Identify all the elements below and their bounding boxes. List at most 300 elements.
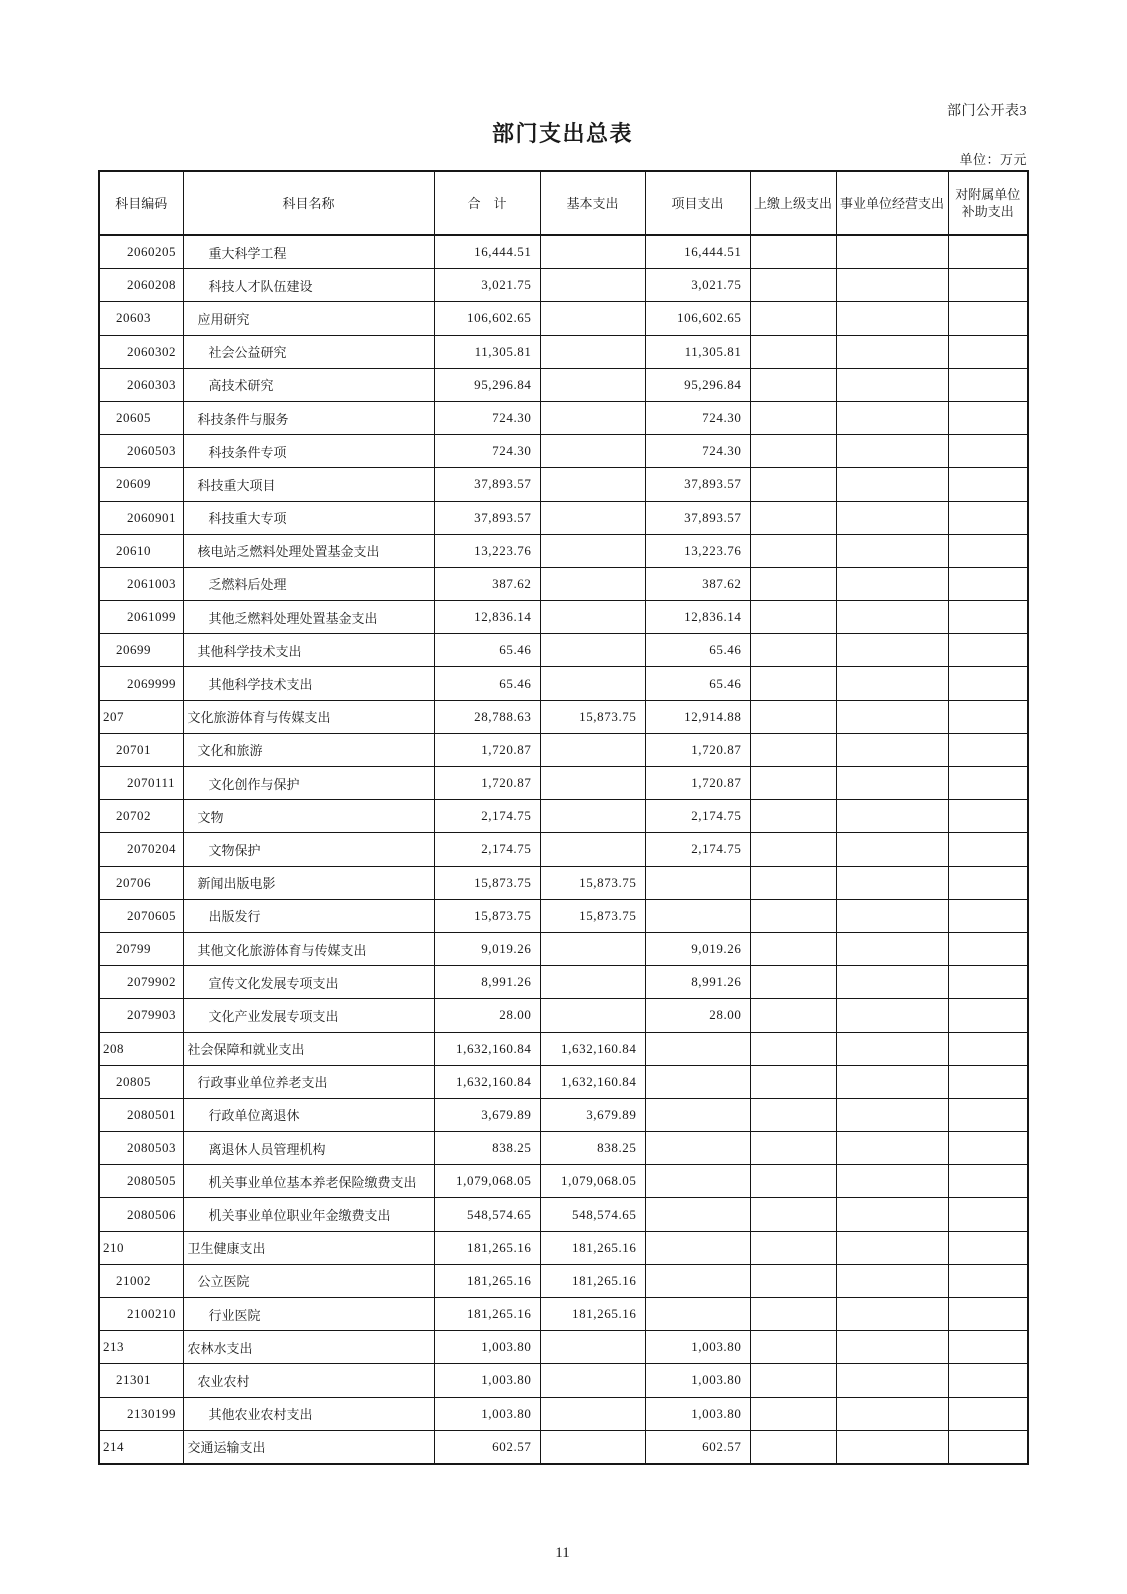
cell-code: 214 — [99, 1430, 183, 1464]
table-row — [99, 1032, 1028, 1065]
cell-subsidy — [948, 800, 1028, 833]
cell-code: 20799 — [99, 932, 183, 965]
table-row — [99, 302, 1028, 335]
column-header-project: 项目支出 — [645, 171, 750, 235]
cell-code: 2060503 — [99, 435, 183, 468]
cell-total: 11,305.81 — [434, 335, 540, 368]
cell-upper — [750, 534, 836, 567]
cell-subsidy — [948, 667, 1028, 700]
cell-name: 新闻出版电影 — [183, 866, 434, 899]
cell-basic — [540, 999, 645, 1032]
cell-subsidy — [948, 435, 1028, 468]
cell-code: 2070204 — [99, 833, 183, 866]
cell-basic: 1,079,068.05 — [540, 1165, 645, 1198]
cell-subsidy — [948, 833, 1028, 866]
cell-name: 社会保障和就业支出 — [183, 1032, 434, 1065]
cell-subsidy — [948, 269, 1028, 302]
cell-name: 出版发行 — [183, 899, 434, 932]
cell-upper — [750, 833, 836, 866]
cell-name: 农业农村 — [183, 1364, 434, 1397]
page-title: 部门支出总表 — [491, 122, 633, 147]
cell-subsidy — [948, 932, 1028, 965]
cell-subsidy — [948, 335, 1028, 368]
cell-project — [645, 866, 750, 899]
cell-total: 181,265.16 — [434, 1298, 540, 1331]
cell-project — [645, 1198, 750, 1231]
cell-basic: 15,873.75 — [540, 899, 645, 932]
cell-basic — [540, 601, 645, 634]
table-row — [99, 1065, 1028, 1098]
cell-total: 106,602.65 — [434, 302, 540, 335]
cell-basic: 181,265.16 — [540, 1231, 645, 1264]
cell-name: 文物保护 — [183, 833, 434, 866]
cell-upper — [750, 1397, 836, 1430]
cell-project — [645, 1065, 750, 1098]
cell-code: 210 — [99, 1231, 183, 1264]
cell-subsidy — [948, 866, 1028, 899]
table-row — [99, 700, 1028, 733]
cell-total: 28,788.63 — [434, 700, 540, 733]
table-row — [99, 1165, 1028, 1198]
cell-code: 2070605 — [99, 899, 183, 932]
cell-project: 106,602.65 — [645, 302, 750, 335]
table-row — [99, 1430, 1028, 1464]
table-row — [99, 866, 1028, 899]
cell-basic — [540, 1430, 645, 1464]
cell-name: 行政事业单位养老支出 — [183, 1065, 434, 1098]
cell-total: 9,019.26 — [434, 932, 540, 965]
cell-basic — [540, 966, 645, 999]
column-header-upper: 上缴上级支出 — [750, 171, 836, 235]
cell-name: 其他科学技术支出 — [183, 634, 434, 667]
cell-total: 1,003.80 — [434, 1331, 540, 1364]
cell-name: 重大科学工程 — [183, 235, 434, 269]
cell-code: 2060205 — [99, 235, 183, 269]
table-row — [99, 1098, 1028, 1131]
cell-total: 37,893.57 — [434, 501, 540, 534]
cell-basic: 838.25 — [540, 1132, 645, 1165]
cell-name: 行业医院 — [183, 1298, 434, 1331]
cell-subsidy — [948, 1430, 1028, 1464]
table-header — [99, 171, 1028, 235]
table-row — [99, 534, 1028, 567]
cell-total: 15,873.75 — [434, 899, 540, 932]
cell-operating — [836, 1032, 948, 1065]
page-content — [98, 0, 1027, 1561]
column-header-total: 合 计 — [434, 171, 540, 235]
cell-code: 2060302 — [99, 335, 183, 368]
cell-operating — [836, 601, 948, 634]
cell-basic — [540, 302, 645, 335]
cell-subsidy — [948, 767, 1028, 800]
cell-name: 文物 — [183, 800, 434, 833]
cell-operating — [836, 368, 948, 401]
cell-project — [645, 1298, 750, 1331]
table-row — [99, 1397, 1028, 1430]
cell-project: 724.30 — [645, 401, 750, 434]
cell-basic — [540, 667, 645, 700]
cell-total: 3,679.89 — [434, 1098, 540, 1131]
cell-upper — [750, 235, 836, 269]
cell-total: 3,021.75 — [434, 269, 540, 302]
cell-operating — [836, 1264, 948, 1297]
cell-subsidy — [948, 1065, 1028, 1098]
cell-name: 科技人才队伍建设 — [183, 269, 434, 302]
cell-operating — [836, 1397, 948, 1430]
cell-subsidy — [948, 1098, 1028, 1131]
cell-code: 2080506 — [99, 1198, 183, 1231]
table-row — [99, 1198, 1028, 1231]
cell-project: 724.30 — [645, 435, 750, 468]
cell-code: 20603 — [99, 302, 183, 335]
cell-code: 2061003 — [99, 567, 183, 600]
cell-code: 213 — [99, 1331, 183, 1364]
cell-code: 2079902 — [99, 966, 183, 999]
cell-upper — [750, 1298, 836, 1331]
table-row — [99, 833, 1028, 866]
cell-total: 1,632,160.84 — [434, 1032, 540, 1065]
cell-total: 548,574.65 — [434, 1198, 540, 1231]
cell-project: 387.62 — [645, 567, 750, 600]
cell-upper — [750, 1430, 836, 1464]
cell-operating — [836, 966, 948, 999]
cell-total: 15,873.75 — [434, 866, 540, 899]
cell-project: 65.46 — [645, 667, 750, 700]
cell-subsidy — [948, 1231, 1028, 1264]
cell-code: 20805 — [99, 1065, 183, 1098]
cell-operating — [836, 634, 948, 667]
cell-operating — [836, 1132, 948, 1165]
cell-operating — [836, 1165, 948, 1198]
table-row — [99, 634, 1028, 667]
cell-project: 16,444.51 — [645, 235, 750, 269]
cell-name: 其他科学技术支出 — [183, 667, 434, 700]
cell-project: 2,174.75 — [645, 833, 750, 866]
cell-total: 28.00 — [434, 999, 540, 1032]
cell-name: 交通运输支出 — [183, 1430, 434, 1464]
table-row — [99, 1298, 1028, 1331]
cell-total: 387.62 — [434, 567, 540, 600]
cell-code: 20702 — [99, 800, 183, 833]
cell-upper — [750, 468, 836, 501]
cell-basic — [540, 932, 645, 965]
cell-name: 其他文化旅游体育与传媒支出 — [183, 932, 434, 965]
cell-project: 3,021.75 — [645, 269, 750, 302]
cell-project: 11,305.81 — [645, 335, 750, 368]
cell-basic: 1,632,160.84 — [540, 1032, 645, 1065]
cell-operating — [836, 1065, 948, 1098]
cell-code: 207 — [99, 700, 183, 733]
cell-name: 农林水支出 — [183, 1331, 434, 1364]
cell-operating — [836, 1198, 948, 1231]
cell-total: 13,223.76 — [434, 534, 540, 567]
cell-operating — [836, 269, 948, 302]
cell-upper — [750, 733, 836, 766]
cell-operating — [836, 567, 948, 600]
cell-upper — [750, 1165, 836, 1198]
column-header-subsidy: 对附属单位补助支出 — [948, 171, 1028, 235]
cell-project: 1,003.80 — [645, 1397, 750, 1430]
cell-subsidy — [948, 468, 1028, 501]
cell-subsidy — [948, 1397, 1028, 1430]
cell-name: 宣传文化发展专项支出 — [183, 966, 434, 999]
cell-basic — [540, 833, 645, 866]
cell-project: 1,720.87 — [645, 733, 750, 766]
cell-basic: 181,265.16 — [540, 1264, 645, 1297]
cell-name: 其他农业农村支出 — [183, 1397, 434, 1430]
cell-name: 文化旅游体育与传媒支出 — [183, 700, 434, 733]
cell-name: 文化和旅游 — [183, 733, 434, 766]
cell-total: 95,296.84 — [434, 368, 540, 401]
cell-code: 20701 — [99, 733, 183, 766]
table-row — [99, 1364, 1028, 1397]
cell-project: 9,019.26 — [645, 932, 750, 965]
cell-name: 高技术研究 — [183, 368, 434, 401]
cell-subsidy — [948, 1165, 1028, 1198]
table-row — [99, 800, 1028, 833]
cell-subsidy — [948, 1198, 1028, 1231]
cell-subsidy — [948, 700, 1028, 733]
cell-operating — [836, 866, 948, 899]
cell-total: 2,174.75 — [434, 833, 540, 866]
cell-name: 科技重大项目 — [183, 468, 434, 501]
cell-project: 602.57 — [645, 1430, 750, 1464]
cell-subsidy — [948, 401, 1028, 434]
cell-basic — [540, 534, 645, 567]
cell-operating — [836, 1331, 948, 1364]
cell-operating — [836, 335, 948, 368]
table-row — [99, 601, 1028, 634]
cell-operating — [836, 1430, 948, 1464]
cell-subsidy — [948, 567, 1028, 600]
table-row — [99, 501, 1028, 534]
table-row — [99, 733, 1028, 766]
cell-code: 2069999 — [99, 667, 183, 700]
cell-code: 2061099 — [99, 601, 183, 634]
cell-subsidy — [948, 501, 1028, 534]
cell-basic: 548,574.65 — [540, 1198, 645, 1231]
cell-upper — [750, 501, 836, 534]
cell-upper — [750, 1032, 836, 1065]
cell-operating — [836, 1098, 948, 1131]
cell-project: 12,914.88 — [645, 700, 750, 733]
cell-total: 724.30 — [434, 401, 540, 434]
cell-upper — [750, 800, 836, 833]
expenditure-table — [98, 170, 1029, 1465]
cell-subsidy — [948, 1331, 1028, 1364]
cell-upper — [750, 368, 836, 401]
cell-name: 其他乏燃料处理处置基金支出 — [183, 601, 434, 634]
cell-code: 21301 — [99, 1364, 183, 1397]
table-row — [99, 999, 1028, 1032]
table-body — [99, 235, 1028, 1464]
cell-upper — [750, 767, 836, 800]
cell-code: 20610 — [99, 534, 183, 567]
cell-operating — [836, 468, 948, 501]
cell-operating — [836, 1364, 948, 1397]
cell-upper — [750, 335, 836, 368]
cell-upper — [750, 601, 836, 634]
cell-subsidy — [948, 534, 1028, 567]
table-row — [99, 767, 1028, 800]
cell-basic — [540, 468, 645, 501]
cell-project — [645, 1165, 750, 1198]
cell-name: 科技条件与服务 — [183, 401, 434, 434]
cell-code: 2070111 — [99, 767, 183, 800]
cell-upper — [750, 1231, 836, 1264]
cell-basic — [540, 435, 645, 468]
cell-operating — [836, 999, 948, 1032]
cell-upper — [750, 700, 836, 733]
cell-basic — [540, 1364, 645, 1397]
cell-total: 838.25 — [434, 1132, 540, 1165]
cell-operating — [836, 1231, 948, 1264]
cell-code: 20706 — [99, 866, 183, 899]
cell-upper — [750, 1065, 836, 1098]
cell-subsidy — [948, 1032, 1028, 1065]
cell-code: 2080501 — [99, 1098, 183, 1131]
cell-code: 2130199 — [99, 1397, 183, 1430]
cell-total: 1,632,160.84 — [434, 1065, 540, 1098]
cell-subsidy — [948, 1264, 1028, 1297]
cell-operating — [836, 932, 948, 965]
cell-operating — [836, 435, 948, 468]
table-row — [99, 1331, 1028, 1364]
table-row — [99, 932, 1028, 965]
cell-operating — [836, 302, 948, 335]
cell-upper — [750, 932, 836, 965]
cell-subsidy — [948, 368, 1028, 401]
cell-code: 2100210 — [99, 1298, 183, 1331]
cell-basic — [540, 767, 645, 800]
cell-basic — [540, 235, 645, 269]
cell-subsidy — [948, 999, 1028, 1032]
column-header-operating: 事业单位经营支出 — [836, 171, 948, 235]
cell-code: 2080503 — [99, 1132, 183, 1165]
cell-basic — [540, 634, 645, 667]
cell-name: 公立医院 — [183, 1264, 434, 1297]
cell-code: 20605 — [99, 401, 183, 434]
cell-upper — [750, 1198, 836, 1231]
cell-operating — [836, 235, 948, 269]
cell-project: 1,003.80 — [645, 1331, 750, 1364]
cell-name: 科技重大专项 — [183, 501, 434, 534]
cell-basic: 1,632,160.84 — [540, 1065, 645, 1098]
cell-basic — [540, 335, 645, 368]
table-row — [99, 1231, 1028, 1264]
cell-project: 13,223.76 — [645, 534, 750, 567]
cell-code: 2060303 — [99, 368, 183, 401]
table-row — [99, 269, 1028, 302]
cell-name: 文化产业发展专项支出 — [183, 999, 434, 1032]
table-row — [99, 335, 1028, 368]
cell-project — [645, 1098, 750, 1131]
cell-upper — [750, 1264, 836, 1297]
cell-subsidy — [948, 634, 1028, 667]
cell-subsidy — [948, 1364, 1028, 1397]
table-row — [99, 468, 1028, 501]
cell-basic: 181,265.16 — [540, 1298, 645, 1331]
column-header-code: 科目编码 — [99, 171, 183, 235]
table-row — [99, 567, 1028, 600]
cell-subsidy — [948, 966, 1028, 999]
cell-subsidy — [948, 601, 1028, 634]
cell-project — [645, 1132, 750, 1165]
cell-upper — [750, 1331, 836, 1364]
cell-upper — [750, 667, 836, 700]
cell-name: 卫生健康支出 — [183, 1231, 434, 1264]
cell-project — [645, 1032, 750, 1065]
cell-basic — [540, 1331, 645, 1364]
cell-operating — [836, 501, 948, 534]
cell-code: 2060208 — [99, 269, 183, 302]
cell-total: 65.46 — [434, 634, 540, 667]
cell-name: 核电站乏燃料处理处置基金支出 — [183, 534, 434, 567]
cell-upper — [750, 269, 836, 302]
cell-basic — [540, 1397, 645, 1430]
cell-subsidy — [948, 1298, 1028, 1331]
cell-upper — [750, 1132, 836, 1165]
cell-subsidy — [948, 1132, 1028, 1165]
cell-basic: 15,873.75 — [540, 866, 645, 899]
cell-total: 1,003.80 — [434, 1397, 540, 1430]
cell-name: 应用研究 — [183, 302, 434, 335]
cell-total: 65.46 — [434, 667, 540, 700]
cell-total: 1,720.87 — [434, 767, 540, 800]
cell-operating — [836, 899, 948, 932]
cell-total: 181,265.16 — [434, 1231, 540, 1264]
cell-name: 社会公益研究 — [183, 335, 434, 368]
column-header-basic: 基本支出 — [540, 171, 645, 235]
table-row — [99, 435, 1028, 468]
cell-operating — [836, 767, 948, 800]
table-row — [99, 1132, 1028, 1165]
cell-upper — [750, 302, 836, 335]
table-row — [99, 368, 1028, 401]
cell-name: 离退休人员管理机构 — [183, 1132, 434, 1165]
cell-basic — [540, 501, 645, 534]
cell-project: 28.00 — [645, 999, 750, 1032]
cell-code: 20699 — [99, 634, 183, 667]
cell-upper — [750, 966, 836, 999]
cell-upper — [750, 899, 836, 932]
cell-project: 65.46 — [645, 634, 750, 667]
cell-upper — [750, 866, 836, 899]
cell-basic — [540, 368, 645, 401]
doc-tag: 部门公开表3 — [947, 104, 1027, 119]
cell-project: 95,296.84 — [645, 368, 750, 401]
cell-operating — [836, 667, 948, 700]
cell-upper — [750, 401, 836, 434]
cell-operating — [836, 733, 948, 766]
table-row — [99, 899, 1028, 932]
cell-operating — [836, 534, 948, 567]
cell-basic — [540, 733, 645, 766]
cell-total: 2,174.75 — [434, 800, 540, 833]
cell-project — [645, 899, 750, 932]
cell-upper — [750, 435, 836, 468]
cell-operating — [836, 1298, 948, 1331]
cell-operating — [836, 700, 948, 733]
cell-code: 20609 — [99, 468, 183, 501]
cell-basic: 3,679.89 — [540, 1098, 645, 1131]
cell-name: 机关事业单位基本养老保险缴费支出 — [183, 1165, 434, 1198]
cell-operating — [836, 401, 948, 434]
table-row — [99, 1264, 1028, 1297]
page-number: 11 — [555, 1544, 570, 1561]
header-row — [99, 171, 1028, 235]
cell-operating — [836, 833, 948, 866]
